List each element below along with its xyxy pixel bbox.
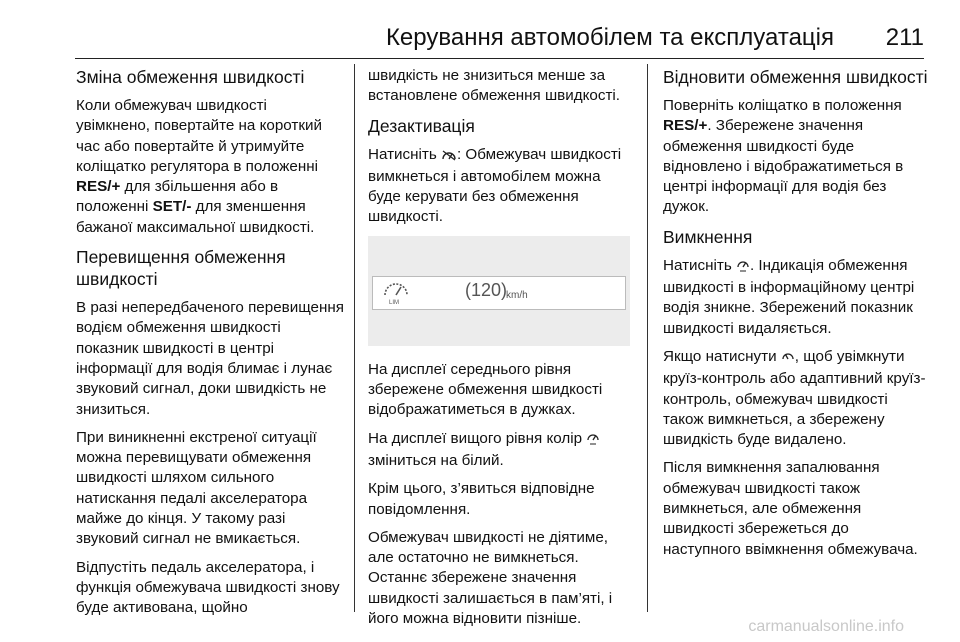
display-speed: (120) [465,279,508,300]
text: Натисніть [663,256,736,274]
text: Поверніть коліщатко в положення [663,97,902,114]
column-1 [76,66,344,627]
paragraph-cruise [663,347,928,450]
text: . Збережене значення обмеження швидкості буде відновлено і відображатиметься в центрі інформації для водія без дужок. [663,117,904,216]
paragraph-switch-off [663,256,928,339]
text: зміниться на білий. [368,451,504,469]
paragraph-restore [663,96,928,218]
heading-deactivation: Дезактивація [368,115,475,136]
paragraph-change-limit [76,96,344,238]
speed-limiter-icon [586,431,600,451]
column-divider [354,64,355,612]
watermark: carmanualsonline.info [748,618,904,635]
set-label: SET/- [152,198,192,216]
display-bar [372,276,626,310]
text: . Індикація обмеження швидкості в інформаційному центрі водія зникне. Збережений показник швидкості видаляється. [663,256,915,337]
text: На дисплеї вищого рівня колір [368,429,587,447]
column-divider [647,64,648,612]
heading-exceed-limit: Перевищення обмеження швидкості [76,247,286,290]
speed-limiter-icon [736,258,750,278]
header-title: Керування автомобілем та експлуатація [385,24,834,51]
page-header [75,18,924,59]
heading-change-limit: Зміна обмеження швидкості [76,67,305,87]
paragraph-exceed-1: В разі непередбаченого перевищення водієм обмеження швидкості показник швидкості в центрі інформації для водія блимає і лунає звуковий сигнал, доки швидкість не знизиться. [76,299,344,418]
paragraph-continued: швидкість не знизиться менше за встановлене обмеження швидкості. [368,67,620,105]
speed-limiter-off-icon [441,147,457,167]
paragraph-ignition: Після вимкнення запалювання обмежувач швидкості також вимкнеться, але обмеження швидкості збережеться до наступного ввімкнення обмежувача. [663,459,918,558]
paragraph-deactivation [368,145,632,228]
text: : Обмежувач швидкості вимкнеться і автомобілем можна буде керувати без обмеження швидкості. [368,145,622,226]
paragraph-message: Крім цього, з’явиться відповідне повідомлення. [368,480,595,518]
res-label: RES/+ [663,117,708,135]
res-label: RES/+ [76,178,121,196]
text: Якщо натиснути [663,347,781,365]
instrument-display-illustration [368,236,630,346]
page-number: 211 [885,24,924,51]
text: Натисніть [368,145,441,163]
speed-limiter-icon [381,279,411,311]
lim-label: LIM [389,299,400,305]
heading-restore: Відновити обмеження швидкості [663,67,928,87]
text: для збільшення або в положенні [76,178,279,216]
column-2 [368,66,632,637]
heading-switch-off: Вимкнення [663,226,753,247]
text: для зменшення бажаної максимальної швидкості. [76,198,315,236]
paragraph-top-display [368,429,632,472]
display-unit: km/h [506,289,528,301]
text: Коли обмежувач швидкості увімкнено, повертайте на короткий час або повертайте й утримуйте коліщатко регулятора в положенні [76,97,322,175]
text: , щоб увімкнути круїз-контроль або адаптивний круїз-контроль, обмежувач швидкості також вимкнеться, а збережену швидкість буде видалено. [663,347,926,449]
paragraph-exceed-2: При виникненні екстреної ситуації можна перевищувати обмеження швидкості шляхом сильного натискання педалі акселератора майже до кінця. У такому разі звуковий сигнал не вмикається. [76,428,317,548]
cruise-control-icon [781,349,795,369]
column-3 [663,66,928,568]
paragraph-inactive: Обмежувач швидкості не діятиме, але остаточно не вимкнеться. Останнє збережене значення швидкості залишається в пам’яті, і його можна відновити пізніше. [368,528,613,628]
paragraph-mid-display: На дисплеї середнього рівня збережене обмеження швидкості відображатиметься в дужках. [368,360,603,419]
paragraph-exceed-3: Відпустіть педаль акселератора, і функція обмежувача швидкості знову буде активована, щойно [76,558,340,617]
